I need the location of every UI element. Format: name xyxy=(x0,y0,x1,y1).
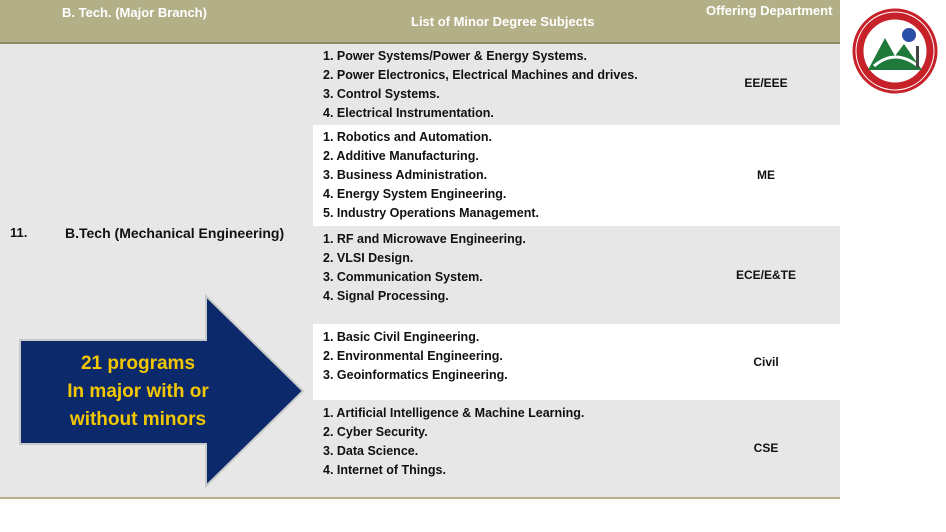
subject-item: 2. Cyber Security. xyxy=(323,425,428,439)
subject-list xyxy=(323,328,508,385)
subject-item: 1. Power Systems/Power & Energy Systems. xyxy=(323,49,588,63)
subject-item: 1. Robotics and Automation. xyxy=(323,130,492,144)
department-label: CSE xyxy=(753,441,779,455)
minor-group-me xyxy=(313,125,840,226)
department-label: ECE/E&TE xyxy=(735,268,796,282)
subject-item: 2. VLSI Design. xyxy=(323,251,414,265)
header-offering-department: Offering Department xyxy=(706,3,833,18)
minor-group-cse xyxy=(313,400,840,497)
subject-item: 3. Control Systems. xyxy=(323,87,440,101)
subject-item: 2. Environmental Engineering. xyxy=(323,349,503,363)
department-label: Civil xyxy=(753,355,779,369)
subject-item: 2. Power Electronics, Electrical Machines and drives. xyxy=(323,68,638,82)
subject-item: 3. Communication System. xyxy=(323,270,483,284)
subject-item: 4. Internet of Things. xyxy=(323,463,446,477)
subject-list xyxy=(323,404,584,480)
subject-item: 4. Electrical Instrumentation. xyxy=(323,106,494,120)
minor-group-ee xyxy=(313,44,840,125)
subject-item: 4. Signal Processing. xyxy=(323,289,449,303)
subject-list xyxy=(323,230,526,306)
subject-item: 1. RF and Microwave Engineering. xyxy=(323,232,526,246)
subject-list xyxy=(323,47,638,123)
department-label: ME xyxy=(757,168,775,182)
callout-text xyxy=(22,350,254,434)
serial-number: 11. xyxy=(10,225,28,240)
subject-item: 2. Additive Manufacturing. xyxy=(323,149,479,163)
table-header xyxy=(0,0,840,44)
department-label: EE/EEE xyxy=(744,76,788,90)
subject-item: 3. Business Administration. xyxy=(323,168,488,182)
callout-line: without minors xyxy=(69,409,207,430)
callout-line: In major with or xyxy=(67,381,209,402)
subject-list xyxy=(323,128,539,223)
major-branch-name: B.Tech (Mechanical Engineering) xyxy=(65,225,285,241)
minor-group-ece xyxy=(313,226,840,324)
header-major-branch: B. Tech. (Major Branch) xyxy=(62,5,207,20)
subject-item: 1. Artificial Intelligence & Machine Learning. xyxy=(323,406,585,420)
minor-group-civil xyxy=(313,324,840,400)
university-logo xyxy=(852,8,938,94)
subject-item: 3. Geoinformatics Engineering. xyxy=(323,368,508,382)
subject-item: 4. Energy System Engineering. xyxy=(323,187,507,201)
table-bottom-border xyxy=(0,497,840,499)
header-minor-subjects: List of Minor Degree Subjects xyxy=(411,14,595,29)
subject-item: 5. Industry Operations Management. xyxy=(323,206,540,220)
subject-item: 1. Basic Civil Engineering. xyxy=(323,330,480,344)
subject-item: 3. Data Science. xyxy=(323,444,419,458)
callout-line: 21 programs xyxy=(80,353,196,374)
